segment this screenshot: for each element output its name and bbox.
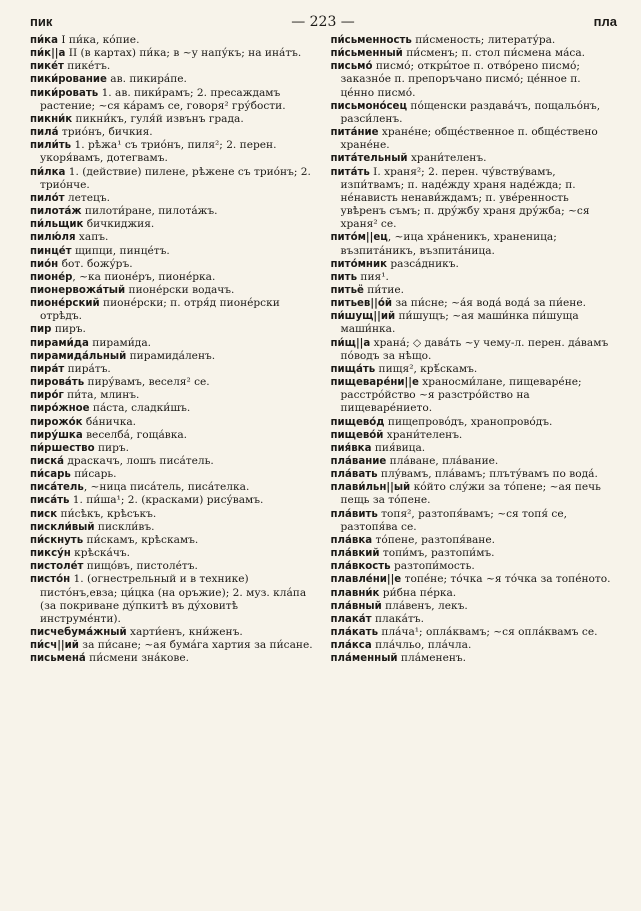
entry-headword: пито́мник <box>330 258 387 270</box>
entry-headword: пи́ршество <box>30 442 95 454</box>
entry-headword: пищево́й <box>330 429 384 441</box>
entry-definition: разтопи́мость. <box>390 560 475 573</box>
entry-headword: пи́лка <box>30 166 66 178</box>
dictionary-entry <box>30 534 317 547</box>
dictionary-entry <box>331 60 618 99</box>
dictionary-entry <box>331 600 618 613</box>
dictionary-entry <box>30 481 317 494</box>
entry-headword: пира́т <box>30 363 65 375</box>
entry-definition: па́ста, сладки́шъ. <box>89 402 191 415</box>
entry-headword: пир <box>30 324 52 336</box>
dictionary-entry <box>331 587 618 600</box>
entry-headword: пиксу́н <box>30 548 71 560</box>
header-right-guideword: пла <box>593 14 617 29</box>
entry-headword: плака́т <box>330 613 372 625</box>
dictionary-entry <box>30 34 317 47</box>
entry-definition: пи́шущъ; ~ая маши́нка пи́шуща маши́нка. <box>340 310 579 336</box>
entry-headword: пла́вать <box>330 469 378 481</box>
entry-headword: пи́к||а <box>30 48 66 60</box>
dictionary-entry <box>331 284 618 297</box>
entry-definition: I. храня²; 2. перен. чу́вству́вамъ, изпи́твамъ; п. наде́жду храня наде́жда; п. не́нависть ненави́ждамъ; п. уве́ренность увѣренъ съмъ; п. дру́жбу храня дру́жба; ~ся храня² се. <box>340 165 590 231</box>
entry-definition: пирамида́ленъ. <box>126 349 216 362</box>
entry-definition: пла́чльо, пла́члa. <box>371 639 472 652</box>
entry-definition: ри́бна пе́рка. <box>379 586 457 599</box>
entry-headword: питьё <box>330 284 364 296</box>
entry-definition: топи́мъ, разтопи́мъ. <box>379 547 495 560</box>
entry-headword: питьев||о́й <box>330 298 392 310</box>
entry-definition: , ~ница писа́тель, писа́телка. <box>83 481 250 494</box>
dictionary-entry <box>331 508 618 534</box>
entry-definition: пике́тъ. <box>63 60 111 73</box>
entry-headword: пиро́г <box>30 390 64 402</box>
entry-headword: пискли́вый <box>30 521 95 533</box>
entry-headword: плави́льн||ый <box>330 482 411 494</box>
entry-definition: пионе́рски водачъ. <box>125 283 235 296</box>
dictionary-entry <box>30 626 317 639</box>
entry-headword: писка́ <box>30 456 65 467</box>
entry-definition: щипци, пинце́тъ. <box>71 244 170 257</box>
dictionary-entry <box>331 34 618 47</box>
entry-definition: плака́тъ. <box>371 612 424 625</box>
entry-headword: пла́вить <box>330 508 378 520</box>
entry-headword: плавле́ни||е <box>330 574 402 586</box>
entry-headword: писто́н <box>30 574 71 586</box>
dictionary-entry <box>331 416 618 429</box>
entry-definition: пиръ. <box>94 441 129 454</box>
entry-headword: пла́вный <box>330 600 382 612</box>
entry-headword: писа́ть <box>30 495 70 507</box>
entry-headword: пла́кса <box>330 640 372 652</box>
entry-definition: пищя², крѣ́скамъ. <box>375 362 478 375</box>
entry-headword: плавни́к <box>330 587 380 599</box>
entry-definition: пия́вица. <box>371 441 426 454</box>
entry-headword: пио́н <box>30 258 59 270</box>
entry-headword: пия́вка <box>330 442 372 454</box>
entry-definition: I пи́ка, ко́пие. <box>57 34 140 46</box>
dictionary-entry <box>30 376 317 389</box>
dictionary-entry <box>331 534 618 547</box>
entry-headword: пионе́рский <box>30 298 100 310</box>
dictionary-entry <box>331 310 618 336</box>
entry-headword: писчебума́жный <box>30 627 127 639</box>
entry-headword: пики́ровать <box>30 87 99 99</box>
entry-definition: ко́йто слу́жи за то́пене; ~ая печь пещь за то́пене. <box>340 481 601 507</box>
entry-headword: письмена́ <box>30 653 86 665</box>
dictionary-entry <box>331 376 618 415</box>
dictionary-entry <box>30 455 317 468</box>
dictionary-entry <box>30 126 317 139</box>
dictionary-entry <box>331 560 618 573</box>
dictionary-entry <box>30 468 317 481</box>
entry-definition: плу́вамъ, пла́вамъ; плъту́вамъ по вода́. <box>377 468 598 481</box>
entry-headword: пла́кать <box>330 627 379 639</box>
entry-definition: то́пене, разтопя́ване. <box>372 533 495 546</box>
entry-definition: храна́; ◇ дава́ть ~у чему-л. перен. да́вамъ по́водъ за нѣщо. <box>340 336 609 362</box>
entry-definition: пионе́рски; п. отря́д пионе́рски отрѣдъ. <box>40 297 280 323</box>
dictionary-entry <box>30 166 317 192</box>
entry-headword: пла́вание <box>330 456 387 467</box>
entry-definition: по́щенски раздава́чъ, пощальо́нъ, разси́ленъ. <box>340 99 601 125</box>
entry-definition: бичкиджия. <box>83 218 155 231</box>
entry-headword: писа́тель <box>30 482 84 494</box>
entry-definition: веселба́, гоща́вка. <box>82 428 188 441</box>
dictionary-entry <box>30 547 317 560</box>
entry-definition: пиру́вамъ, веселя² се. <box>84 376 210 389</box>
dictionary-entry <box>30 350 317 363</box>
dictionary-entry <box>331 442 618 455</box>
entry-definition: пла́ване, пла́вание. <box>386 455 499 467</box>
dictionary-entry <box>30 192 317 205</box>
dictionary-entry <box>30 218 317 231</box>
right-column <box>331 34 618 666</box>
dictionary-entry <box>30 652 317 665</box>
dictionary-entry <box>331 626 618 639</box>
entry-definition: 1. пи́ша¹; 2. (красками) рису́вамъ. <box>69 494 264 507</box>
entry-headword: пита́тельный <box>330 153 408 165</box>
entry-headword: пи́сарь <box>30 469 71 481</box>
dictionary-entry <box>30 87 317 113</box>
entry-definition: храни́теленъ. <box>383 428 463 441</box>
dictionary-entry <box>30 205 317 218</box>
entry-definition: ба́ничка. <box>82 415 137 428</box>
dictionary-entry <box>30 47 317 60</box>
dictionary-entry <box>30 297 317 323</box>
entry-headword: пистоле́т <box>30 561 84 573</box>
entry-definition: пира́тъ. <box>64 362 111 375</box>
entry-definition: хапъ. <box>75 231 109 244</box>
dictionary-entry <box>30 363 317 376</box>
entry-definition: пи́скамъ, крѣскамъ. <box>83 533 199 546</box>
dictionary-entry <box>331 652 618 665</box>
dictionary-entry <box>30 442 317 455</box>
entry-headword: пи́щ||а <box>330 337 371 349</box>
dictionary-entry <box>331 363 618 376</box>
entry-headword: пита́ть <box>330 166 370 178</box>
entry-headword: пи́льщик <box>30 219 84 231</box>
entry-definition: за пи́сне; ~а́я вода́ вода́ за пи́ене. <box>391 297 587 310</box>
dictionary-entry <box>30 508 317 521</box>
dictionary-entry <box>30 494 317 507</box>
dictionary-entry <box>30 337 317 350</box>
dictionary-entry <box>331 547 618 560</box>
entry-definition: пиръ. <box>51 323 86 336</box>
entry-definition: писмо́; откры́тое п. отво́рено писмо́; заказно́е п. препоръчано писмо́; це́нное п. це́нно писмо́. <box>340 60 581 99</box>
entry-headword: пинце́т <box>30 245 72 257</box>
entry-definition: пикни́къ, гуля́й извънъ града. <box>72 112 244 125</box>
entry-headword: пла́вкий <box>330 548 380 560</box>
entry-headword: пило́т <box>30 192 65 204</box>
entry-headword: пикни́к <box>30 113 73 125</box>
entry-definition: пилоти́ране, пилота́жъ. <box>81 205 218 218</box>
entry-headword: пища́ть <box>330 363 376 375</box>
entry-headword: письмо́ <box>330 61 373 73</box>
entry-definition: пищепрово́дъ, хранопрово́дъ. <box>384 415 553 428</box>
entry-definition: пирами́да. <box>88 336 152 349</box>
left-column <box>30 34 317 666</box>
entry-definition: пи́сѣкъ, крѣсъкъ. <box>57 507 157 520</box>
entry-definition: пи́сменъ; п. стол пи́смена ма́са. <box>402 47 586 60</box>
entry-definition: , ~ица хра́неникъ, храненица; възпита́никъ, възпита́ница. <box>340 231 557 257</box>
entry-headword: пищеваре́ни||е <box>330 377 419 389</box>
dictionary-entry <box>30 521 317 534</box>
entry-definition: разса́дникъ. <box>387 257 459 270</box>
entry-definition: пия¹. <box>357 270 389 283</box>
entry-headword: пирами́да <box>30 337 89 349</box>
entry-headword: пла́вка <box>330 534 373 546</box>
dictionary-entry <box>331 271 618 284</box>
entry-definition: ав. пикира́пе. <box>106 73 187 86</box>
entry-definition: 1. (действие) пилене, рѣжене съ трио́нъ; 2. трио́нче. <box>40 165 311 191</box>
entry-headword: пи́сьменный <box>330 48 403 60</box>
entry-headword: пла́менный <box>330 653 398 665</box>
dictionary-entry <box>331 429 618 442</box>
entry-headword: пила́ <box>30 127 59 139</box>
entry-headword: пиру́шка <box>30 429 83 441</box>
dictionary-entry <box>331 100 618 126</box>
entry-definition: , ~ка пионе́ръ, пионе́рка. <box>72 270 216 283</box>
dictionary-entry <box>331 166 618 232</box>
header-left-guideword: пик <box>30 14 53 29</box>
dictionary-entry <box>30 323 317 336</box>
entry-headword: пищево́д <box>330 416 385 428</box>
entry-definition: пла́мененъ. <box>397 652 467 665</box>
dictionary-entry <box>331 152 618 165</box>
entry-headword: пилота́ж <box>30 206 82 218</box>
dictionary-entry <box>331 468 618 481</box>
entry-definition: хране́не; обще́ственное п. обще́ствено хране́не. <box>340 126 598 152</box>
entry-definition: 1. (огнестрельный и в технике) писто́нъ,евза; ци́цка (на оръжие); 2. муз. кла́па (за покриване ду́пкитѣ въ ду́ховитѣ инструме́нти). <box>40 573 307 625</box>
entry-headword: пике́т <box>30 61 64 73</box>
dictionary-entry <box>30 573 317 626</box>
entry-headword: пить <box>330 271 358 283</box>
entry-headword: писк <box>30 508 58 520</box>
entry-headword: пики́рование <box>30 74 107 86</box>
dictionary-entry <box>30 429 317 442</box>
dictionary-entry <box>30 231 317 244</box>
entry-definition: храносми́лане, пищеваре́не; расстро́йство ~я разстро́йство на пищеваре́нието. <box>340 376 582 415</box>
entry-headword: письмоно́сец <box>330 100 408 112</box>
entry-headword: пирова́ть <box>30 377 85 389</box>
entry-definition: пискли́въ. <box>94 520 155 533</box>
entry-headword: пи́сьменность <box>330 35 412 46</box>
entry-headword: пирожо́к <box>30 416 83 428</box>
dictionary-entry <box>331 639 618 652</box>
entry-headword: пионе́р <box>30 271 73 283</box>
page-number: — 223 — <box>291 14 355 30</box>
dictionary-entry <box>331 337 618 363</box>
dictionary-entry <box>331 231 618 257</box>
entry-definition: пи́сарь. <box>70 468 117 481</box>
dictionary-entry <box>30 60 317 73</box>
dictionary-entry <box>331 573 618 586</box>
dictionary-entry <box>30 139 317 165</box>
entry-definition: пла́ча¹; опла́квамъ; ~ся опла́квамъ се. <box>378 626 598 639</box>
dictionary-entry <box>30 416 317 429</box>
dictionary-entry <box>331 47 618 60</box>
entry-definition: 1. рѣжа¹ съ трио́нъ, пиля²; 2. перен. укоря́вамъ, дотегвамъ. <box>40 139 277 165</box>
entry-headword: пионервожа́тый <box>30 284 126 296</box>
entry-definition: за пи́сане; ~ая бума́га хартия за пи́сане. <box>78 639 313 652</box>
entry-columns <box>30 34 617 666</box>
entry-headword: пи́сч||ий <box>30 640 79 652</box>
entry-definition: харти́енъ, кни́женъ. <box>126 626 243 639</box>
entry-headword: пи́ка <box>30 35 58 46</box>
entry-headword: пи́шущ||ий <box>330 311 396 323</box>
entry-definition: 1. ав. пики́рамъ; 2. пресаждамъ растение; ~ся ка́рамъ се, говоря² гру́бости. <box>40 86 286 112</box>
dictionary-entry <box>30 258 317 271</box>
dictionary-entry <box>331 297 618 310</box>
dictionary-entry <box>30 402 317 415</box>
dictionary-entry <box>30 245 317 258</box>
dictionary-entry <box>30 284 317 297</box>
entry-definition: пи́тие. <box>363 283 404 296</box>
entry-definition: пи́смени зна́кове. <box>85 652 189 665</box>
entry-definition: топя², разтопя́вамъ; ~ся топя́ се, разтопя́ва се. <box>340 507 567 533</box>
entry-headword: пиро́жное <box>30 403 90 415</box>
entry-definition: пла́венъ, лекъ. <box>381 599 468 612</box>
dictionary-entry <box>331 258 618 271</box>
entry-headword: пито́м||ец <box>330 232 388 244</box>
entry-definition: крѣска́чъ. <box>70 547 130 560</box>
entry-definition: пи́та, млинъ. <box>63 389 140 402</box>
dictionary-entry <box>331 126 618 152</box>
entry-headword: пилю́ля <box>30 232 76 244</box>
entry-headword: пи́скнуть <box>30 534 84 546</box>
entry-definition: летецъ. <box>64 191 110 204</box>
entry-definition: храни́теленъ. <box>407 152 487 165</box>
entry-headword: пирамида́льный <box>30 350 127 362</box>
dictionary-entry <box>30 639 317 652</box>
entry-definition: пи́сменость; литерату́ра. <box>411 34 556 46</box>
entry-headword: пла́вкость <box>330 561 391 573</box>
entry-headword: пита́ние <box>330 127 379 139</box>
entry-definition: топе́не; то́чка ~я то́чка за топе́ното. <box>401 573 611 586</box>
dictionary-entry <box>30 73 317 86</box>
dictionary-entry <box>30 113 317 126</box>
entry-headword: пили́ть <box>30 140 72 152</box>
entry-definition: трио́нъ, бичкия. <box>58 126 153 139</box>
page-header <box>30 14 617 30</box>
entry-definition: II (в картах) пи́ка; в ~у напу́къ; на ина́тъ. <box>65 47 302 60</box>
dictionary-entry <box>331 481 618 507</box>
dictionary-entry <box>30 389 317 402</box>
dictionary-entry <box>331 455 618 468</box>
entry-definition: драскачъ, лошъ писа́тель. <box>64 455 214 467</box>
entry-definition: пищо́въ, пистоле́тъ. <box>83 560 198 573</box>
dictionary-entry <box>331 613 618 626</box>
dictionary-entry <box>30 560 317 573</box>
dictionary-entry <box>30 271 317 284</box>
entry-definition: бот. божу́ръ. <box>58 257 133 270</box>
